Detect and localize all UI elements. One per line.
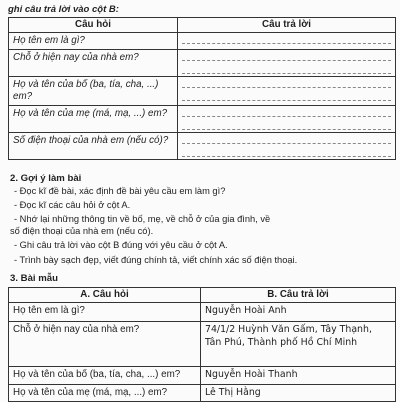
answer-blank[interactable]	[178, 33, 396, 50]
table-row	[9, 50, 396, 77]
table-row	[9, 322, 396, 367]
question-cell: Số điện thoại của nhà em (nếu có)?	[9, 133, 178, 160]
section-title-hints: 2. Gợi ý làm bài	[10, 173, 82, 184]
table-row	[9, 106, 396, 133]
column-header-a: A. Câu hỏi	[9, 288, 201, 303]
question-cell: Họ và tên của mẹ (má, mạ, ...) em?	[9, 384, 201, 402]
table-header-row	[9, 288, 396, 303]
table-row	[9, 77, 396, 106]
question-cell: Họ và tên của bố (ba, tía, cha, ...) em?	[9, 77, 178, 106]
hint-line: - Đọc kĩ đề bài, xác định đề bài yêu cầu em làm gì?	[14, 186, 226, 196]
column-header-question: Câu hỏi	[9, 18, 178, 33]
question-cell: Họ tên em là gì?	[9, 33, 178, 50]
answer-blank[interactable]	[178, 77, 396, 106]
sample-table	[8, 287, 396, 402]
answer-blank[interactable]	[178, 50, 396, 77]
answer-cell: Nguyễn Hoài Anh	[201, 303, 396, 322]
question-cell: Chỗ ở hiện nay của nhà em?	[9, 322, 201, 367]
question-cell: Họ và tên của bố (ba, tía, cha, ...) em?	[9, 367, 201, 385]
hint-line: số điện thoại của nhà em (nếu có).	[10, 226, 154, 236]
hint-line: - Nhớ lại những thông tin về bố, mẹ, về chỗ ở của gia đình, về	[14, 214, 271, 224]
table-row	[9, 384, 396, 402]
table-row	[9, 133, 396, 160]
table-row	[9, 33, 396, 50]
answer-blank[interactable]	[178, 133, 396, 160]
answer-cell: Nguyễn Hoài Thanh	[201, 367, 396, 385]
answer-blank[interactable]	[178, 106, 396, 133]
hint-line: - Trình bày sạch đẹp, viết đúng chính tả, viết chính xác số điện thoại.	[14, 255, 298, 265]
instruction-fragment: ghi câu trả lời vào cột B:	[8, 4, 119, 15]
hint-line: - Đọc kĩ các câu hỏi ở cột A.	[14, 200, 131, 210]
table-header-row	[9, 18, 396, 33]
hint-line: - Ghi câu trả lời vào cột B đúng với yêu cầu ở cột A.	[14, 240, 228, 250]
question-cell: Họ và tên của mẹ (má, mạ, ...) em?	[9, 106, 178, 133]
column-header-b: B. Câu trả lời	[201, 288, 396, 303]
question-cell: Chỗ ở hiện nay của nhà em?	[9, 50, 178, 77]
question-table	[8, 17, 396, 160]
column-header-answer: Câu trả lời	[178, 18, 396, 33]
section-title-sample: 3. Bài mẫu	[10, 273, 58, 284]
question-cell: Họ tên em là gì?	[9, 303, 201, 322]
answer-cell: Lê Thị Hằng	[201, 384, 396, 402]
table-row	[9, 303, 396, 322]
answer-cell: 74/1/2 Huỳnh Văn Gấm, Tây Thạnh, Tân Phú, Thành phố Hồ Chí Minh	[201, 322, 396, 367]
table-row	[9, 367, 396, 385]
